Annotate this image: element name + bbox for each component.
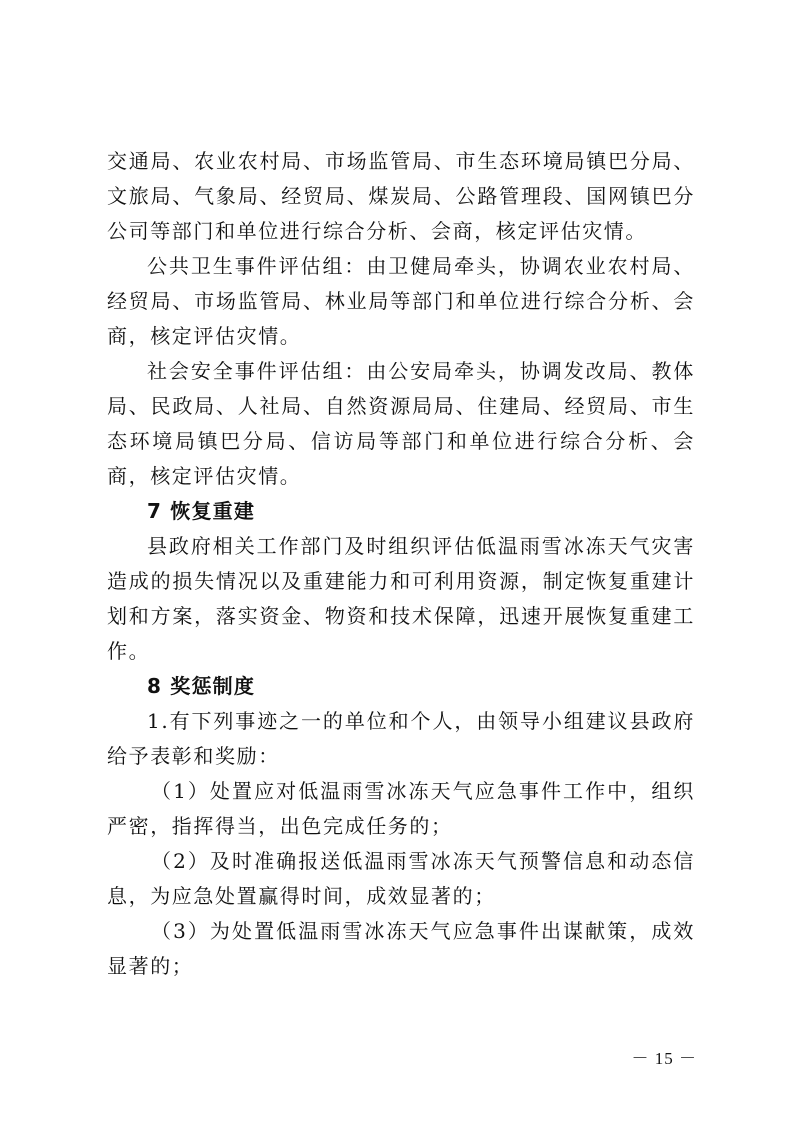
list-item-reward-1: （1）处置应对低温雨雪冰冻天气应急事件工作中，组织严密，指挥得当，出色完成任务的； [107, 779, 695, 838]
paragraph-rewards-intro: 1.有下列事迹之一的单位和个人，由领导小组建议县政府给予表彰和奖励： [107, 709, 695, 768]
document-body [107, 144, 695, 984]
section-heading-recovery: 7 恢复重建 [147, 499, 256, 523]
section-heading-rewards: 8 奖惩制度 [147, 674, 256, 698]
list-item-reward-3: （3）为处置低温雨雪冰冻天气应急事件出谋献策，成效显著的； [107, 919, 695, 978]
page-number: － 15 － [631, 1049, 697, 1068]
paragraph-public-health-assessment: 公共卫生事件评估组：由卫健局牵头，协调农业农村局、经贸局、市场监管局、林业局等部门和单位进行综合分析、会商，核定评估灾情。 [107, 254, 695, 348]
list-item-reward-2: （2）及时准确报送低温雨雪冰冻天气预警信息和动态信息，为应急处置赢得时间，成效显著的； [107, 849, 695, 908]
paragraph-continuation: 交通局、农业农村局、市场监管局、市生态环境局镇巴分局、文旅局、气象局、经贸局、煤炭局、公路管理段、国网镇巴分公司等部门和单位进行综合分析、会商，核定评估灾情。 [107, 149, 695, 243]
paragraph-social-security-assessment: 社会安全事件评估组：由公安局牵头，协调发改局、教体局、民政局、人社局、自然资源局局、住建局、经贸局、市生态环境局镇巴分局、信访局等部门和单位进行综合分析、会商，核定评估灾情。 [107, 359, 695, 488]
paragraph-recovery: 县政府相关工作部门及时组织评估低温雨雪冰冻天气灾害造成的损失情况以及重建能力和可利用资源，制定恢复重建计划和方案，落实资金、物资和技术保障，迅速开展恢复重建工作。 [107, 534, 695, 663]
